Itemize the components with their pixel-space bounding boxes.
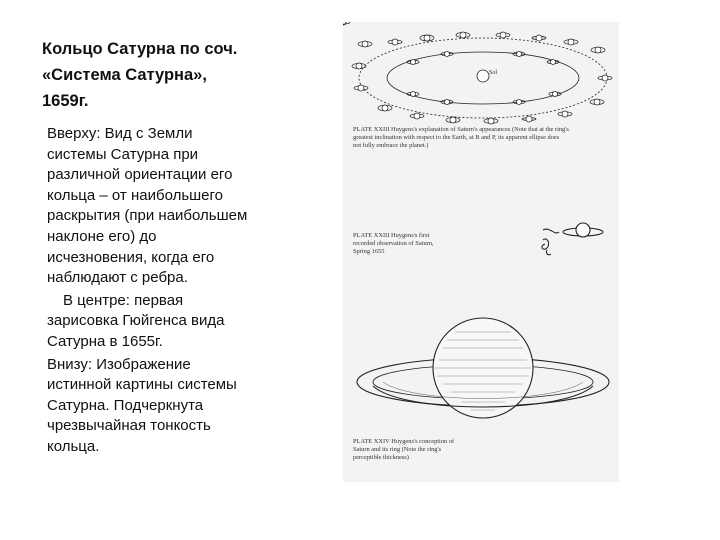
text-line: раскрытия (при наибольшем <box>47 207 248 225</box>
text-line: кольца – от наибольшего <box>47 186 224 204</box>
caption-line: not fully embrace the planet.) <box>353 142 429 149</box>
title-line: 1659г. <box>42 92 89 110</box>
caption-line: PLATE XXIV Huygens's conception of <box>353 438 455 445</box>
caption-line: Saturn and its ring (Note the ring's <box>353 446 442 453</box>
text-line: различной ориентации его <box>47 166 233 184</box>
plate-image <box>343 22 619 482</box>
svg-text:Sol: Sol <box>489 70 498 76</box>
text-line: исчезновения, когда его <box>47 248 215 266</box>
text-line: истинной картины системы <box>47 376 237 394</box>
text-line: В центре: первая <box>63 291 184 309</box>
text-line: чрезвычайная тонкость <box>47 417 211 435</box>
first-observation-sketch <box>542 223 603 255</box>
caption-line: PLATE XXIII Huygens's explanation of Saturn's appearances (Note that at the ring's <box>353 126 569 133</box>
plate-caption-middle <box>353 232 473 256</box>
text-line: Вверху: Вид с Земли <box>47 125 193 142</box>
text-line: Сатурна. Подчеркнута <box>47 396 204 414</box>
text-line: кольца. <box>47 437 100 455</box>
caption-line: Spring 1655 <box>353 248 385 255</box>
caption-line: greatest inclination with respect to the Earth, at B and P, its apparent ellipse does <box>353 134 560 141</box>
text-line: наклоне его) до <box>47 227 157 245</box>
title-line: «Система Сатурна», <box>42 66 207 84</box>
text-line: наблюдают с ребра. <box>47 269 188 287</box>
text-line: системы Сатурна при <box>47 145 199 163</box>
title-line: Кольцо Сатурна по соч. <box>42 40 238 58</box>
text-line: Внизу: Изображение <box>47 355 191 373</box>
text-line: зарисовка Гюйгенса вида <box>47 312 225 330</box>
orbit-diagram <box>343 22 607 118</box>
description-text <box>47 124 287 458</box>
text-line: Сатурна в 1655г. <box>47 332 163 350</box>
caption-line: PLATE XXIII Huygens's first <box>353 232 430 239</box>
slide-title <box>42 36 302 114</box>
caption-line: perceptible thickness) <box>353 454 409 461</box>
saturn-conception <box>357 318 609 418</box>
plate-caption-bottom <box>353 438 503 462</box>
caption-line: recorded observation of Saturn, <box>353 240 434 247</box>
plate-caption-top <box>353 126 615 150</box>
